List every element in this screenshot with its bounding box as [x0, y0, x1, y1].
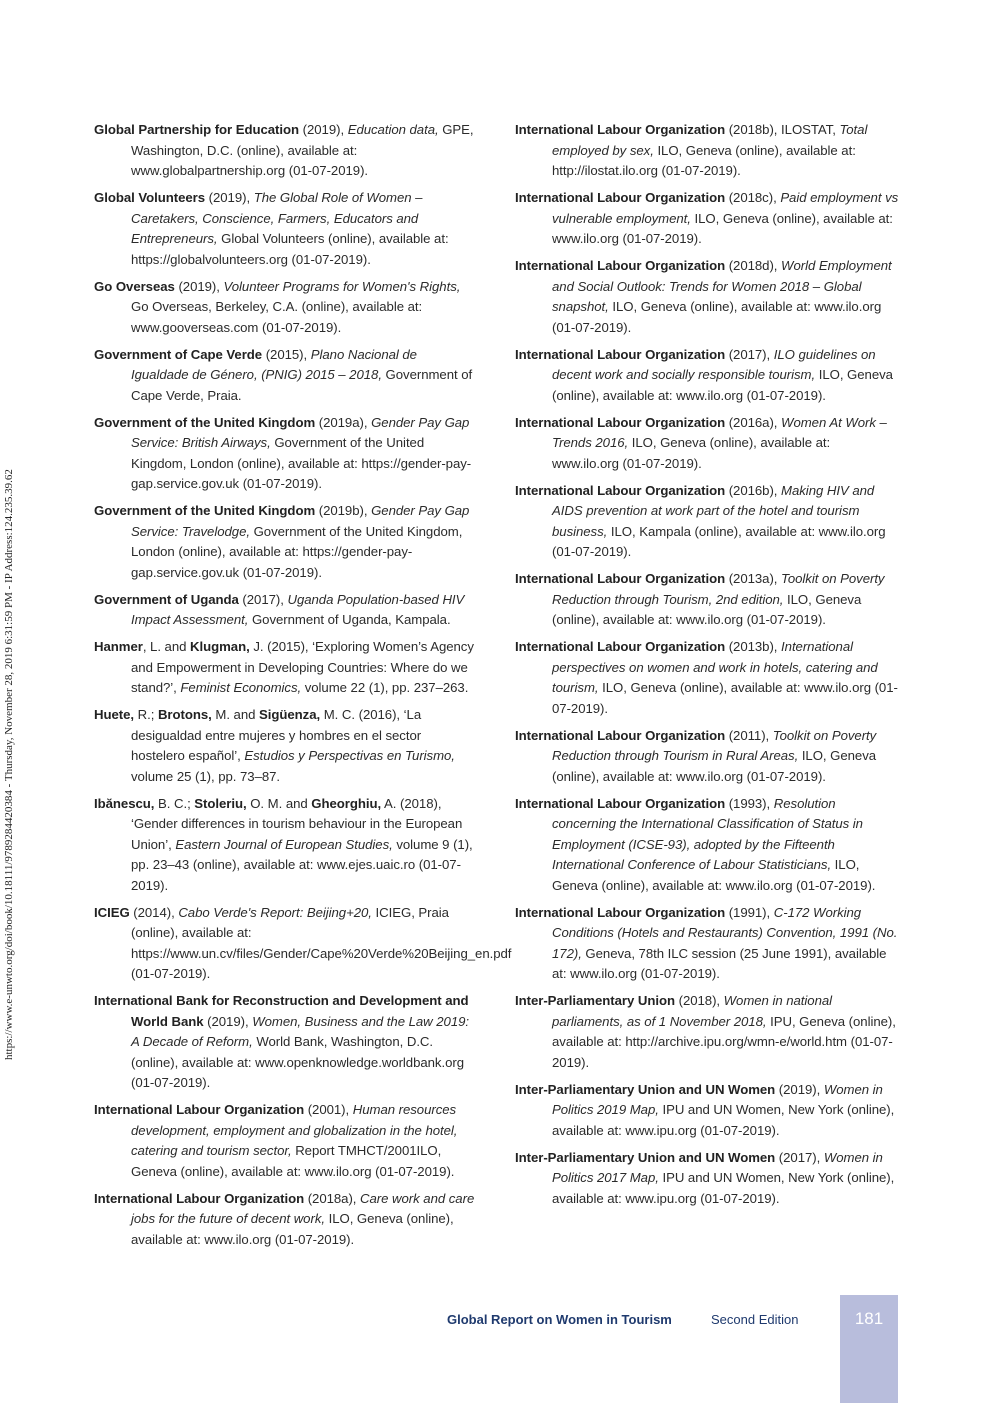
reference-author: International Labour Organization	[515, 122, 726, 137]
reference-text: (2019),	[203, 1013, 253, 1029]
reference-title: Feminist Economics,	[180, 680, 302, 695]
reference-author: International Labour Organization	[515, 414, 726, 430]
reference-title: Women in national parliaments, as of 1 November 2018,	[552, 993, 833, 1029]
reference-author: Sigüenza,	[259, 707, 321, 722]
reference-author: Inter-Parliamentary Union and UN Women	[515, 1081, 776, 1097]
reference-text: (2019a),	[315, 414, 372, 430]
reference-author: Government of Cape Verde	[94, 346, 263, 362]
reference-text: A. (2018), ‘Gender differences in tourism behaviour in the European Union’,	[131, 795, 463, 852]
reference-author: Government of the United Kingdom	[94, 503, 316, 518]
reference-text: GPE, Washington, D.C. (online), available at: www.globalpartnership.org (01-07-2019).	[131, 122, 474, 178]
reference-text: (2019),	[205, 190, 254, 205]
reference-text: (2016a),	[725, 414, 782, 430]
reference-text: ILO, Geneva (online), available at: www.ilo.org (01-07-2019).	[552, 857, 876, 893]
reference-text: ILO, Kampala (online), available at: www.ilo.org (01-07-2019).	[552, 523, 886, 559]
reference-text: ICIEG, Praia (online), available at: https://www.un.cv/files/Gender/Cape%20Verde%20Beijing_en.pdf (01-07-2019).	[131, 904, 512, 981]
reference-title: Women in Politics 2017 Map,	[552, 1149, 883, 1185]
reference-title: Cabo Verde's Report: Beijing+20,	[178, 904, 372, 920]
reference-text: ILO, Geneva (online), available at: www.ilo.org (01-07-2019).	[552, 591, 862, 627]
reference-author: Inter-Parliamentary Union and UN Women	[515, 1149, 776, 1165]
reference-entry	[94, 277, 478, 339]
reference-title: Making HIV and AIDS prevention at work part of the hotel and tourism business,	[552, 482, 875, 539]
reference-text: (2011),	[725, 727, 773, 743]
footer-edition: Second Edition	[711, 1312, 799, 1327]
reference-text: Government of the United Kingdom, London (online), available at: https://gender-pay-gap.service.gov.uk (01-07-2019).	[131, 523, 463, 580]
reference-entry	[94, 1100, 478, 1182]
reference-title: International perspectives on women and work in hotels, catering and tourism,	[552, 639, 878, 695]
reference-entry	[94, 590, 478, 631]
reference-title: Care work and care jobs for the future of decent work,	[131, 1190, 475, 1226]
reference-text: Government of Cape Verde, Praia.	[131, 367, 473, 403]
reference-text: (2016b),	[725, 482, 782, 498]
reference-author: Inter-Parliamentary Union	[515, 993, 675, 1008]
reference-entry	[515, 726, 899, 788]
reference-entry	[94, 1189, 478, 1251]
reference-text: (2017),	[775, 1149, 824, 1165]
reference-title: Human resources development, employment and globalization in the hotel, catering and tourism sector,	[131, 1102, 458, 1158]
reference-column-right	[515, 120, 899, 1216]
footer-title: Global Report on Women in Tourism	[447, 1312, 672, 1327]
reference-entry	[515, 481, 899, 563]
reference-text: IPU and UN Women, New York (online), available at: www.ipu.org (01-07-2019).	[552, 1102, 895, 1138]
reference-entry	[515, 1148, 899, 1210]
reference-text: (2019b),	[315, 503, 372, 518]
reference-text: (1991),	[725, 904, 774, 920]
reference-author: International Labour Organization	[515, 727, 726, 743]
reference-author: Brotons,	[157, 707, 212, 722]
reference-author: International Labour Organization	[515, 639, 726, 654]
reference-author: International Labour Organization	[515, 258, 726, 273]
reference-title: Women At Work – Trends 2016,	[552, 414, 887, 450]
reference-text: , L. and	[142, 639, 191, 654]
reference-text: Government of Uganda, Kampala.	[248, 612, 451, 627]
reference-text: Go Overseas, Berkeley, C.A. (online), available at: www.gooverseas.com (01-07-2019).	[131, 299, 423, 335]
reference-text: (2018),	[674, 993, 724, 1008]
reference-title: Uganda Population-based HIV Impact Assessment,	[131, 591, 465, 627]
reference-title: Gender Pay Gap Service: Travelodge,	[131, 503, 470, 539]
reference-text: IPU, Geneva (online), available at: http://archive.ipu.org/wmn-e/world.htm (01-07-2019).	[552, 1013, 896, 1070]
reference-text: ILO, Geneva (online), available at: www.ilo.org (01-07-2019).	[552, 210, 893, 246]
reference-entry	[94, 794, 478, 897]
reference-author: Gheorghiu,	[311, 795, 382, 811]
reference-text: (2013b),	[725, 639, 782, 654]
reference-title: Volunteer Programs for Women's Rights,	[223, 278, 461, 294]
reference-text: R.;	[134, 707, 158, 722]
reference-entry	[515, 345, 899, 407]
reference-author: Go Overseas	[94, 278, 175, 294]
reference-title: Resolution concerning the International Classification of Status in Employment (ICSE-93), adopted by the Fifteenth International Conference of Labour Statisticians,	[552, 795, 863, 872]
reference-title: Estudios y Perspectivas en Turismo,	[244, 748, 455, 763]
page-number: 181	[854, 1309, 884, 1328]
reference-entry	[515, 120, 899, 182]
reference-entry	[515, 991, 899, 1073]
reference-text: (2001),	[304, 1102, 353, 1117]
reference-text: volume 9 (1), pp. 23–43 (online), available at: www.ejes.uaic.ro (01-07-2019).	[131, 836, 473, 893]
reference-text: (2018a),	[304, 1190, 361, 1206]
reference-text: volume 25 (1), pp. 73–87.	[131, 768, 281, 784]
reference-title: Paid employment vs vulnerable employment,	[552, 190, 899, 226]
reference-text: (2018c),	[725, 190, 781, 205]
reference-text: (2017),	[725, 346, 774, 362]
reference-author: Stoleriu,	[194, 795, 247, 811]
reference-entry	[94, 637, 478, 699]
reference-text: World Bank, Washington, D.C. (online), available at: www.openknowledge.worldbank.org (01-07-2019).	[131, 1034, 464, 1090]
reference-entry	[94, 345, 478, 407]
side-note-url: https://www.e-unwto.org/doi/book/10.18111/9789284420384 - Thursday, November 28, 2019 6:31:59 PM - IP Address:124.235.39.62	[3, 469, 15, 1060]
reference-text: (2019),	[174, 278, 224, 294]
reference-author: International Labour Organization	[515, 904, 726, 920]
reference-text: ILO, Geneva (online), available at: www.ilo.org (01-07-2019).	[552, 435, 831, 471]
reference-author: Government of the United Kingdom	[94, 414, 316, 430]
reference-text: (1993),	[725, 795, 774, 811]
reference-text: (2018b), ILOSTAT,	[725, 122, 840, 137]
reference-author: International Labour Organization	[515, 190, 726, 205]
reference-title: World Employment and Social Outlook: Trends for Women 2018 – Global snapshot,	[552, 258, 892, 314]
reference-entry	[515, 569, 899, 631]
reference-entry	[94, 501, 478, 583]
reference-entry	[515, 1080, 899, 1142]
reference-entry	[515, 637, 899, 719]
reference-title: Toolkit on Poverty Reduction through Tourism, 2nd edition,	[552, 571, 885, 607]
reference-text: Geneva, 78th ILC session (25 June 1991), available at: www.ilo.org (01-07-2019).	[552, 945, 887, 981]
reference-author: International Labour Organization	[515, 346, 726, 362]
reference-author: Ibănescu,	[94, 795, 155, 811]
reference-title: C-172 Working Conditions (Hotels and Restaurants) Convention, 1991 (No. 172),	[552, 904, 898, 961]
reference-title: Eastern Journal of European Studies,	[175, 836, 393, 852]
reference-text: Report TMHCT/2001ILO, Geneva (online), available at: www.ilo.org (01-07-2019).	[131, 1143, 455, 1179]
reference-text: J. (2015), ‘Exploring Women’s Agency and Empowerment in Developing Countries: Where do we stand?’,	[131, 639, 474, 695]
reference-entry	[515, 413, 899, 475]
reference-author: International Labour Organization	[515, 571, 726, 586]
reference-text: (2018d),	[725, 258, 782, 273]
reference-author: Huete,	[94, 707, 135, 722]
reference-text: (2019),	[299, 122, 348, 137]
reference-title: ILO guidelines on decent work and socially responsible tourism,	[552, 346, 876, 382]
reference-title: Gender Pay Gap Service: British Airways,	[131, 414, 470, 450]
page-number-tab	[840, 1295, 898, 1403]
reference-author: ICIEG	[94, 904, 130, 920]
reference-author: Global Volunteers	[94, 190, 206, 205]
reference-entry	[515, 794, 899, 897]
reference-title: Women, Business and the Law 2019: A Decade of Reform,	[131, 1013, 470, 1049]
reference-author: International Labour Organization	[515, 482, 726, 498]
reference-text: ILO, Geneva (online), available at: www.ilo.org (01-07-2019).	[552, 748, 877, 784]
reference-column-left	[94, 120, 512, 1257]
reference-author: International Labour Organization	[94, 1190, 305, 1206]
reference-text: ILO, Geneva (online), available at: www.ilo.org (01-07-2019).	[552, 680, 898, 716]
reference-entry	[515, 256, 899, 338]
reference-text: (2019),	[775, 1081, 824, 1097]
reference-title: Women in Politics 2019 Map,	[552, 1081, 883, 1117]
reference-entry	[515, 903, 899, 985]
reference-text: volume 22 (1), pp. 237–263.	[301, 680, 469, 695]
reference-author: International Bank for Reconstruction and Development and World Bank	[94, 993, 469, 1029]
reference-text: B. C.;	[154, 795, 195, 811]
reference-entry	[94, 705, 478, 787]
reference-entry	[94, 120, 478, 182]
reference-text: O. M. and	[246, 795, 312, 811]
reference-entry	[94, 903, 512, 985]
reference-author: Klugman,	[190, 639, 250, 654]
reference-text: M. and	[211, 707, 260, 722]
reference-text: ILO, Geneva (online), available at: www.ilo.org (01-07-2019).	[131, 1211, 454, 1247]
reference-entry	[94, 413, 478, 495]
reference-entry	[94, 991, 478, 1094]
reference-author: International Labour Organization	[94, 1102, 305, 1117]
reference-title: Education data,	[347, 122, 439, 137]
reference-text: IPU and UN Women, New York (online), available at: www.ipu.org (01-07-2019).	[552, 1170, 895, 1206]
reference-text: (2015),	[262, 346, 311, 362]
reference-title: The Global Role of Women – Caretakers, Conscience, Farmers, Educators and Entrepreneurs,	[131, 190, 423, 246]
reference-author: Global Partnership for Education	[94, 122, 300, 137]
reference-author: Government of Uganda	[94, 591, 239, 607]
reference-text: ILO, Geneva (online), available at: www.ilo.org (01-07-2019).	[552, 367, 893, 403]
reference-text: ILO, Geneva (online), available at: www.ilo.org (01-07-2019).	[552, 299, 882, 335]
reference-title: Total employed by sex,	[552, 122, 868, 158]
reference-text: ILO, Geneva (online), available at: http://ilostat.ilo.org (01-07-2019).	[552, 142, 856, 178]
reference-author: Hanmer	[94, 639, 143, 654]
reference-text: (2014),	[129, 904, 179, 920]
reference-title: Toolkit on Poverty Reduction through Tourism in Rural Areas,	[552, 727, 877, 763]
reference-text: Government of the United Kingdom, London (online), available at: https://gender-pay-gap.service.gov.uk (01-07-2019).	[131, 435, 472, 491]
reference-text: M. C. (2016), ‘La desigualdad entre mujeres y hombres en el sector hostelero español’,	[131, 707, 422, 763]
reference-text: Global Volunteers (online), available at: https://globalvolunteers.org (01-07-2019).	[131, 231, 449, 267]
reference-text: (2017),	[238, 591, 288, 607]
reference-entry	[94, 188, 478, 270]
reference-text: (2013a),	[725, 571, 782, 586]
reference-title: Plano Nacional de Igualdade de Género, (PNIG) 2015 – 2018,	[131, 346, 417, 382]
reference-author: International Labour Organization	[515, 795, 726, 811]
reference-entry	[515, 188, 899, 250]
